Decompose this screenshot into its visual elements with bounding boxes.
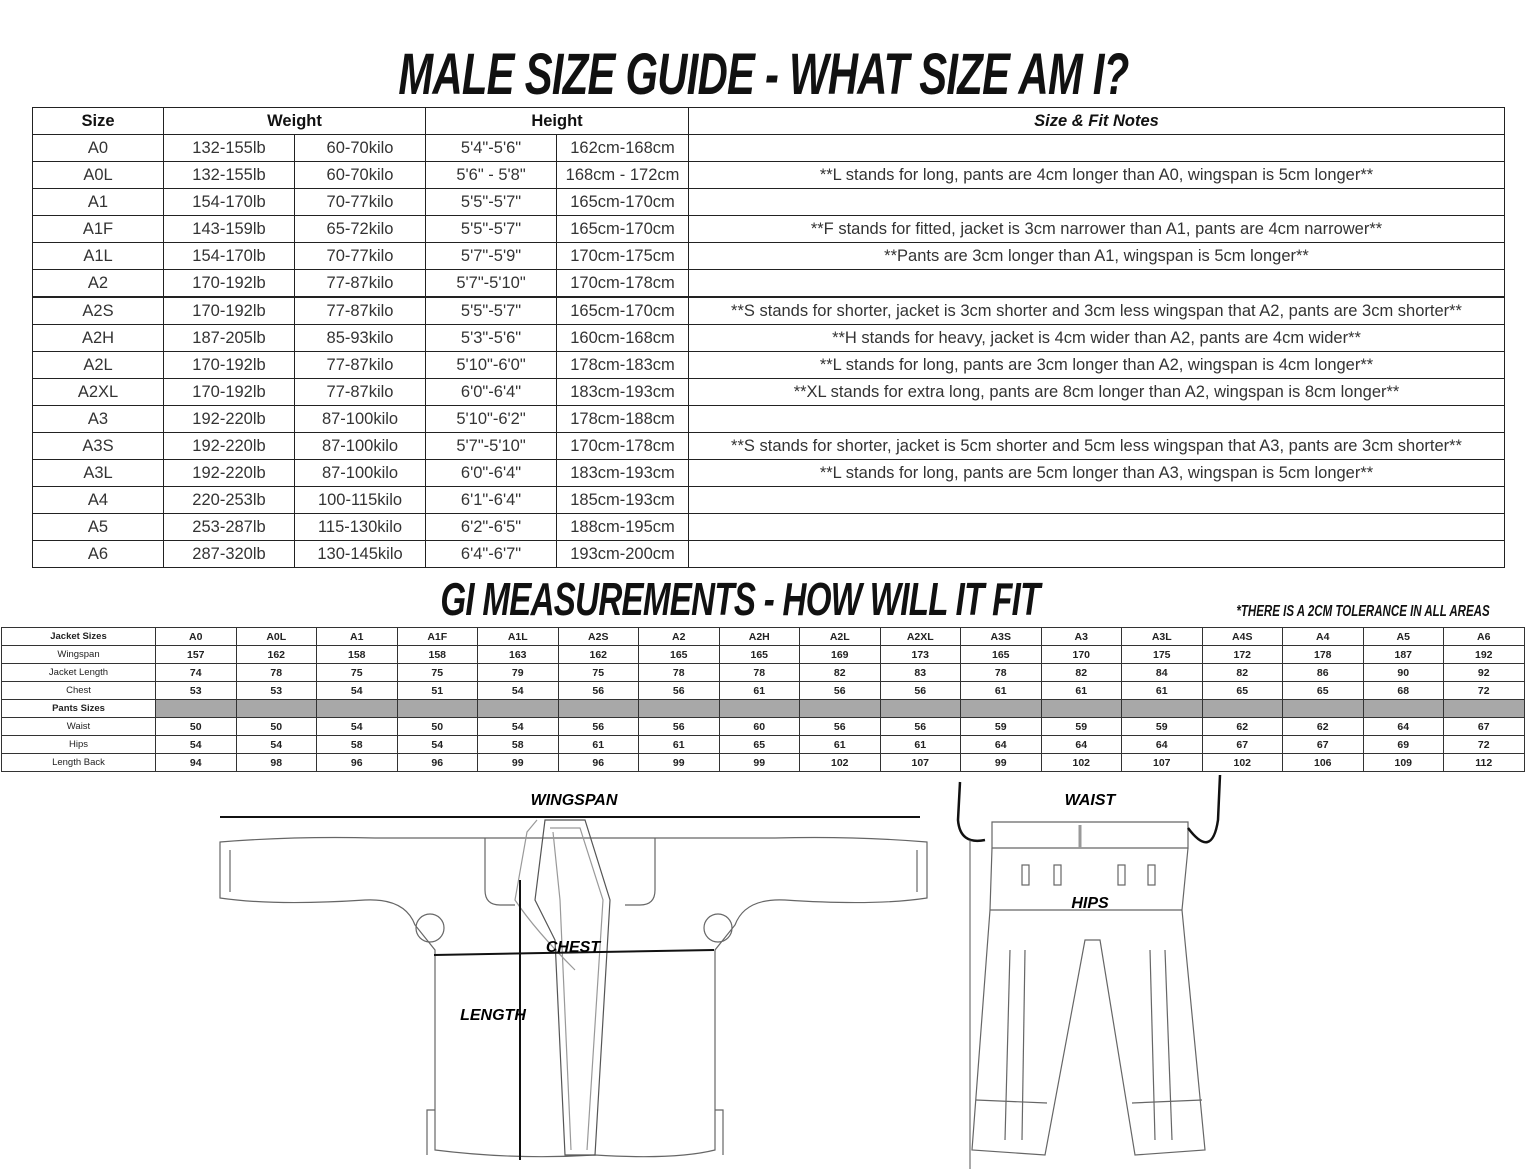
pants-sizes-row (2, 700, 1525, 718)
size-cell-size: A4 (33, 487, 164, 514)
measurement-cell: 56 (800, 718, 881, 736)
measurement-cell: 82 (1202, 664, 1283, 682)
size-cell-lb: 287-320lb (164, 541, 295, 568)
size-cell-ft: 5'10"-6'2" (426, 406, 557, 433)
size-row (33, 406, 1505, 433)
size-cell-size: A2S (33, 297, 164, 325)
measurement-cell: 99 (478, 754, 559, 772)
measurement-cell: 107 (1122, 754, 1203, 772)
size-cell-lb: 192-220lb (164, 460, 295, 487)
measurement-cell: 53 (156, 682, 237, 700)
measurement-cell (880, 700, 961, 718)
size-row (33, 379, 1505, 406)
measurement-cell: 79 (478, 664, 559, 682)
size-cell-note (689, 135, 1505, 162)
size-cell-ft: 5'7"-5'10" (426, 433, 557, 460)
measurement-cell: A1 (317, 628, 398, 646)
measurement-cell: 192 (1444, 646, 1525, 664)
measurement-cell: 69 (1363, 736, 1444, 754)
measurement-cell (478, 700, 559, 718)
jacket-sizes-row-label: Jacket Sizes (2, 628, 156, 646)
measurement-cell: 75 (558, 664, 639, 682)
size-cell-ft: 5'3"-5'6" (426, 325, 557, 352)
weight-header: Weight (164, 108, 426, 135)
measurement-cell: 92 (1444, 664, 1525, 682)
size-cell-cm: 183cm-193cm (557, 460, 689, 487)
size-cell-ft: 5'6" - 5'8" (426, 162, 557, 189)
measurement-cell: 165 (719, 646, 800, 664)
size-cell-cm: 162cm-168cm (557, 135, 689, 162)
pants-diagram (950, 770, 1230, 1169)
jacket-measure-row-label: Wingspan (2, 646, 156, 664)
size-cell-kg: 130-145kilo (295, 541, 426, 568)
page-title: MALE SIZE GUIDE - WHAT SIZE AM I? (398, 42, 1129, 107)
pants-measure-row (2, 754, 1525, 772)
measurement-cell: A5 (1363, 628, 1444, 646)
pants-sizes-row-label: Pants Sizes (2, 700, 156, 718)
measurement-cell: 169 (800, 646, 881, 664)
measurement-cell (639, 700, 720, 718)
size-cell-note: **S stands for shorter, jacket is 3cm shorter and 3cm less wingspan that A2, pants are 3cm shorter** (689, 297, 1505, 325)
measurement-cell: 61 (639, 736, 720, 754)
measurement-cell: 67 (1283, 736, 1364, 754)
size-cell-ft: 5'7"-5'9" (426, 243, 557, 270)
jacket-sizes-row (2, 628, 1525, 646)
waist-label: WAIST (1064, 792, 1116, 809)
measurement-cell (156, 700, 237, 718)
measurement-cell: 51 (397, 682, 478, 700)
size-cell-cm: 165cm-170cm (557, 297, 689, 325)
size-cell-ft: 6'1"-6'4" (426, 487, 557, 514)
measurement-cell: 86 (1283, 664, 1364, 682)
measurement-cell: 99 (961, 754, 1042, 772)
size-cell-size: A1F (33, 216, 164, 243)
size-cell-note: **F stands for fitted, jacket is 3cm narrower than A1, pants are 4cm narrower** (689, 216, 1505, 243)
jacket-measure-row-label: Jacket Length (2, 664, 156, 682)
measurement-cell: 84 (1122, 664, 1203, 682)
measurement-cell: 67 (1202, 736, 1283, 754)
size-cell-ft: 5'5"-5'7" (426, 297, 557, 325)
measurement-cell: 50 (236, 718, 317, 736)
size-row (33, 162, 1505, 189)
measurement-cell: 102 (1202, 754, 1283, 772)
measurement-cell (1041, 700, 1122, 718)
size-cell-kg: 87-100kilo (295, 460, 426, 487)
measurement-cell: A2XL (880, 628, 961, 646)
measurement-cell: 82 (1041, 664, 1122, 682)
measurement-cell: 56 (558, 718, 639, 736)
size-cell-size: A1 (33, 189, 164, 216)
measurement-cell: 61 (961, 682, 1042, 700)
measurement-cell: A3S (961, 628, 1042, 646)
measurement-cell: A3L (1122, 628, 1203, 646)
size-cell-ft: 5'4"-5'6" (426, 135, 557, 162)
size-cell-note: **H stands for heavy, jacket is 4cm wider than A2, pants are 4cm wider** (689, 325, 1505, 352)
measurement-cell: 72 (1444, 736, 1525, 754)
measurement-cell: 83 (880, 664, 961, 682)
measurement-cell: 107 (880, 754, 961, 772)
measurement-cell: A1L (478, 628, 559, 646)
jacket-measure-row (2, 682, 1525, 700)
measurement-cell: A0L (236, 628, 317, 646)
size-cell-note: **L stands for long, pants are 5cm longer than A3, wingspan is 5cm longer** (689, 460, 1505, 487)
measurement-cell: 54 (156, 736, 237, 754)
size-row (33, 135, 1505, 162)
measurement-cell: 53 (236, 682, 317, 700)
size-row (33, 243, 1505, 270)
size-cell-note: **S stands for shorter, jacket is 5cm shorter and 5cm less wingspan that A3, pants are 3cm shorter** (689, 433, 1505, 460)
measurement-cell: 78 (961, 664, 1042, 682)
measurement-cell: 102 (800, 754, 881, 772)
size-cell-kg: 60-70kilo (295, 162, 426, 189)
gi-measurements-title: GI MEASUREMENTS - HOW WILL IT FIT (440, 573, 1040, 625)
size-cell-kg: 77-87kilo (295, 297, 426, 325)
measurement-cell: A0 (156, 628, 237, 646)
size-cell-kg: 60-70kilo (295, 135, 426, 162)
size-cell-note: **XL stands for extra long, pants are 8cm longer than A2, wingspan is 8cm longer** (689, 379, 1505, 406)
size-cell-cm: 193cm-200cm (557, 541, 689, 568)
measurement-cell: A3 (1041, 628, 1122, 646)
size-cell-lb: 132-155lb (164, 162, 295, 189)
measurement-cell: 60 (719, 718, 800, 736)
size-cell-cm: 165cm-170cm (557, 216, 689, 243)
measurement-cell: 61 (800, 736, 881, 754)
measurement-cell: 175 (1122, 646, 1203, 664)
measurement-cell: 61 (558, 736, 639, 754)
measurement-cell: 170 (1041, 646, 1122, 664)
measurement-cell: 54 (397, 736, 478, 754)
size-cell-size: A1L (33, 243, 164, 270)
size-cell-note (689, 189, 1505, 216)
measurement-cell: 62 (1202, 718, 1283, 736)
size-cell-ft: 5'7"-5'10" (426, 270, 557, 298)
size-cell-cm: 178cm-188cm (557, 406, 689, 433)
measurement-cell: 99 (719, 754, 800, 772)
measurement-cell: 59 (1122, 718, 1203, 736)
size-cell-note (689, 514, 1505, 541)
measurement-cell: 165 (961, 646, 1042, 664)
size-cell-cm: 188cm-195cm (557, 514, 689, 541)
measurement-cell: 162 (236, 646, 317, 664)
measurement-cell: 50 (397, 718, 478, 736)
size-cell-note: **L stands for long, pants are 3cm longer than A2, wingspan is 4cm longer** (689, 352, 1505, 379)
measurement-cell: 109 (1363, 754, 1444, 772)
measurement-cell: 54 (478, 682, 559, 700)
measurement-cell: A2H (719, 628, 800, 646)
measurement-cell: 54 (236, 736, 317, 754)
measurement-cell: 59 (961, 718, 1042, 736)
measurement-cell: 102 (1041, 754, 1122, 772)
size-cell-kg: 77-87kilo (295, 352, 426, 379)
size-cell-note (689, 406, 1505, 433)
size-cell-ft: 5'5"-5'7" (426, 216, 557, 243)
size-cell-lb: 154-170lb (164, 189, 295, 216)
size-cell-note: **Pants are 3cm longer than A1, wingspan is 5cm longer** (689, 243, 1505, 270)
measurement-cell: 64 (1363, 718, 1444, 736)
size-cell-cm: 170cm-178cm (557, 433, 689, 460)
measurement-cell (1122, 700, 1203, 718)
measurement-cell: 90 (1363, 664, 1444, 682)
size-cell-ft: 6'4"-6'7" (426, 541, 557, 568)
size-cell-cm: 170cm-175cm (557, 243, 689, 270)
size-cell-kg: 85-93kilo (295, 325, 426, 352)
measurement-cell (1202, 700, 1283, 718)
measurement-cell: 67 (1444, 718, 1525, 736)
size-cell-cm: 160cm-168cm (557, 325, 689, 352)
jacket-measure-row (2, 646, 1525, 664)
size-cell-lb: 220-253lb (164, 487, 295, 514)
measurement-cell: A4 (1283, 628, 1364, 646)
measurement-cell: 78 (639, 664, 720, 682)
measurement-cell: 54 (317, 682, 398, 700)
measurement-cell: 158 (317, 646, 398, 664)
pants-measure-row-label: Waist (2, 718, 156, 736)
measurement-cell: 106 (1283, 754, 1364, 772)
measurement-cell: 62 (1283, 718, 1364, 736)
measurement-cell: 68 (1363, 682, 1444, 700)
size-cell-lb: 170-192lb (164, 297, 295, 325)
measurement-cell: 157 (156, 646, 237, 664)
measurement-cell (1444, 700, 1525, 718)
size-cell-ft: 6'0"-6'4" (426, 460, 557, 487)
measurement-cell: 65 (719, 736, 800, 754)
size-cell-ft: 5'10"-6'0" (426, 352, 557, 379)
measurement-cell: 50 (156, 718, 237, 736)
measurement-cell: 78 (236, 664, 317, 682)
size-cell-kg: 100-115kilo (295, 487, 426, 514)
size-cell-size: A3S (33, 433, 164, 460)
size-cell-lb: 143-159lb (164, 216, 295, 243)
measurement-cell: 162 (558, 646, 639, 664)
measurement-cell (317, 700, 398, 718)
size-cell-note: **L stands for long, pants are 4cm longer than A0, wingspan is 5cm longer** (689, 162, 1505, 189)
size-cell-lb: 253-287lb (164, 514, 295, 541)
measurement-cell: 75 (317, 664, 398, 682)
size-cell-size: A0L (33, 162, 164, 189)
size-cell-kg: 77-87kilo (295, 270, 426, 298)
measurement-cell: 65 (1283, 682, 1364, 700)
measurement-cell: 165 (639, 646, 720, 664)
measurement-cell (800, 700, 881, 718)
measurement-cell: 56 (800, 682, 881, 700)
size-cell-ft: 6'2"-6'5" (426, 514, 557, 541)
size-cell-note (689, 270, 1505, 298)
measurement-cell: 61 (1041, 682, 1122, 700)
notes-header: Size & Fit Notes (689, 108, 1505, 135)
size-row (33, 297, 1505, 325)
measurement-cell: 96 (558, 754, 639, 772)
size-cell-kg: 70-77kilo (295, 189, 426, 216)
size-cell-lb: 132-155lb (164, 135, 295, 162)
measurement-cell: 56 (880, 682, 961, 700)
pants-measure-row (2, 718, 1525, 736)
size-cell-size: A5 (33, 514, 164, 541)
size-cell-cm: 170cm-178cm (557, 270, 689, 298)
size-cell-size: A6 (33, 541, 164, 568)
measurement-cell: 56 (639, 682, 720, 700)
size-cell-kg: 87-100kilo (295, 406, 426, 433)
chest-label: CHEST (545, 939, 601, 956)
pants-measure-row (2, 736, 1525, 754)
measurement-cell: 112 (1444, 754, 1525, 772)
size-cell-size: A2 (33, 270, 164, 298)
measurement-cell: 173 (880, 646, 961, 664)
measurement-cell: 56 (880, 718, 961, 736)
measurement-cell: 75 (397, 664, 478, 682)
size-cell-cm: 178cm-183cm (557, 352, 689, 379)
size-cell-lb: 154-170lb (164, 243, 295, 270)
size-cell-size: A2L (33, 352, 164, 379)
pants-measure-row-label: Hips (2, 736, 156, 754)
measurement-cell (397, 700, 478, 718)
measurement-cell: 96 (317, 754, 398, 772)
measurement-cell: 64 (961, 736, 1042, 754)
size-guide-table (32, 107, 1505, 568)
measurement-cell: 94 (156, 754, 237, 772)
size-header: Size (33, 108, 164, 135)
measurement-cell (961, 700, 1042, 718)
measurement-cell: 59 (1041, 718, 1122, 736)
measurement-cell: A6 (1444, 628, 1525, 646)
size-row (33, 189, 1505, 216)
measurement-cell (719, 700, 800, 718)
jacket-diagram (215, 780, 935, 1169)
measurement-cell (236, 700, 317, 718)
size-row (33, 433, 1505, 460)
measurement-cell: 56 (639, 718, 720, 736)
measurement-cell: 64 (1122, 736, 1203, 754)
size-cell-lb: 192-220lb (164, 406, 295, 433)
measurement-cell: A1F (397, 628, 478, 646)
size-row (33, 352, 1505, 379)
measurement-cell (558, 700, 639, 718)
measurement-cell: 56 (558, 682, 639, 700)
pants-measure-row-label: Length Back (2, 754, 156, 772)
size-cell-ft: 6'0"-6'4" (426, 379, 557, 406)
measurement-cell: 98 (236, 754, 317, 772)
measurement-cell: A2S (558, 628, 639, 646)
measurement-cell: 61 (719, 682, 800, 700)
size-cell-kg: 70-77kilo (295, 243, 426, 270)
size-cell-cm: 168cm - 172cm (557, 162, 689, 189)
size-cell-note (689, 541, 1505, 568)
size-row (33, 541, 1505, 568)
measurement-cell: 158 (397, 646, 478, 664)
measurement-cell: 178 (1283, 646, 1364, 664)
size-cell-kg: 87-100kilo (295, 433, 426, 460)
gi-measurements-table (1, 627, 1525, 772)
size-cell-cm: 185cm-193cm (557, 487, 689, 514)
measurement-cell: 163 (478, 646, 559, 664)
jacket-measure-row (2, 664, 1525, 682)
size-cell-lb: 170-192lb (164, 379, 295, 406)
measurement-cell: 64 (1041, 736, 1122, 754)
measurement-cell: A2 (639, 628, 720, 646)
size-row (33, 487, 1505, 514)
size-cell-kg: 115-130kilo (295, 514, 426, 541)
size-cell-size: A2XL (33, 379, 164, 406)
size-table-header-row (33, 108, 1505, 135)
size-cell-kg: 65-72kilo (295, 216, 426, 243)
measurement-cell: 187 (1363, 646, 1444, 664)
measurement-cell: 78 (719, 664, 800, 682)
size-row (33, 216, 1505, 243)
measurement-cell: 54 (317, 718, 398, 736)
size-cell-ft: 5'5"-5'7" (426, 189, 557, 216)
size-cell-cm: 183cm-193cm (557, 379, 689, 406)
measurement-cell: 96 (397, 754, 478, 772)
size-cell-lb: 192-220lb (164, 433, 295, 460)
measurement-cell (1283, 700, 1364, 718)
size-row (33, 325, 1505, 352)
tolerance-note: *THERE IS A 2CM TOLERANCE IN ALL AREAS (1236, 603, 1490, 620)
measurement-cell: 72 (1444, 682, 1525, 700)
measurement-cell: 61 (1122, 682, 1203, 700)
size-cell-size: A3L (33, 460, 164, 487)
measurement-cell: 82 (800, 664, 881, 682)
height-header: Height (426, 108, 689, 135)
length-label: LENGTH (460, 1007, 526, 1024)
measurement-cell: A4S (1202, 628, 1283, 646)
jacket-measure-row-label: Chest (2, 682, 156, 700)
size-cell-kg: 77-87kilo (295, 379, 426, 406)
size-cell-lb: 187-205lb (164, 325, 295, 352)
size-cell-lb: 170-192lb (164, 270, 295, 298)
measurement-cell: A2L (800, 628, 881, 646)
size-cell-size: A3 (33, 406, 164, 433)
size-cell-size: A2H (33, 325, 164, 352)
size-row (33, 270, 1505, 298)
size-cell-lb: 170-192lb (164, 352, 295, 379)
wingspan-label: WINGSPAN (530, 792, 618, 809)
size-cell-cm: 165cm-170cm (557, 189, 689, 216)
size-cell-size: A0 (33, 135, 164, 162)
measurement-cell: 58 (478, 736, 559, 754)
measurement-cell: 172 (1202, 646, 1283, 664)
size-row (33, 514, 1505, 541)
measurement-cell: 54 (478, 718, 559, 736)
hips-label: HIPS (1071, 895, 1109, 912)
measurement-cell: 99 (639, 754, 720, 772)
measurement-cell (1363, 700, 1444, 718)
measurement-cell: 65 (1202, 682, 1283, 700)
measurement-cell: 61 (880, 736, 961, 754)
size-row (33, 460, 1505, 487)
measurement-cell: 74 (156, 664, 237, 682)
measurement-cell: 58 (317, 736, 398, 754)
size-cell-note (689, 487, 1505, 514)
